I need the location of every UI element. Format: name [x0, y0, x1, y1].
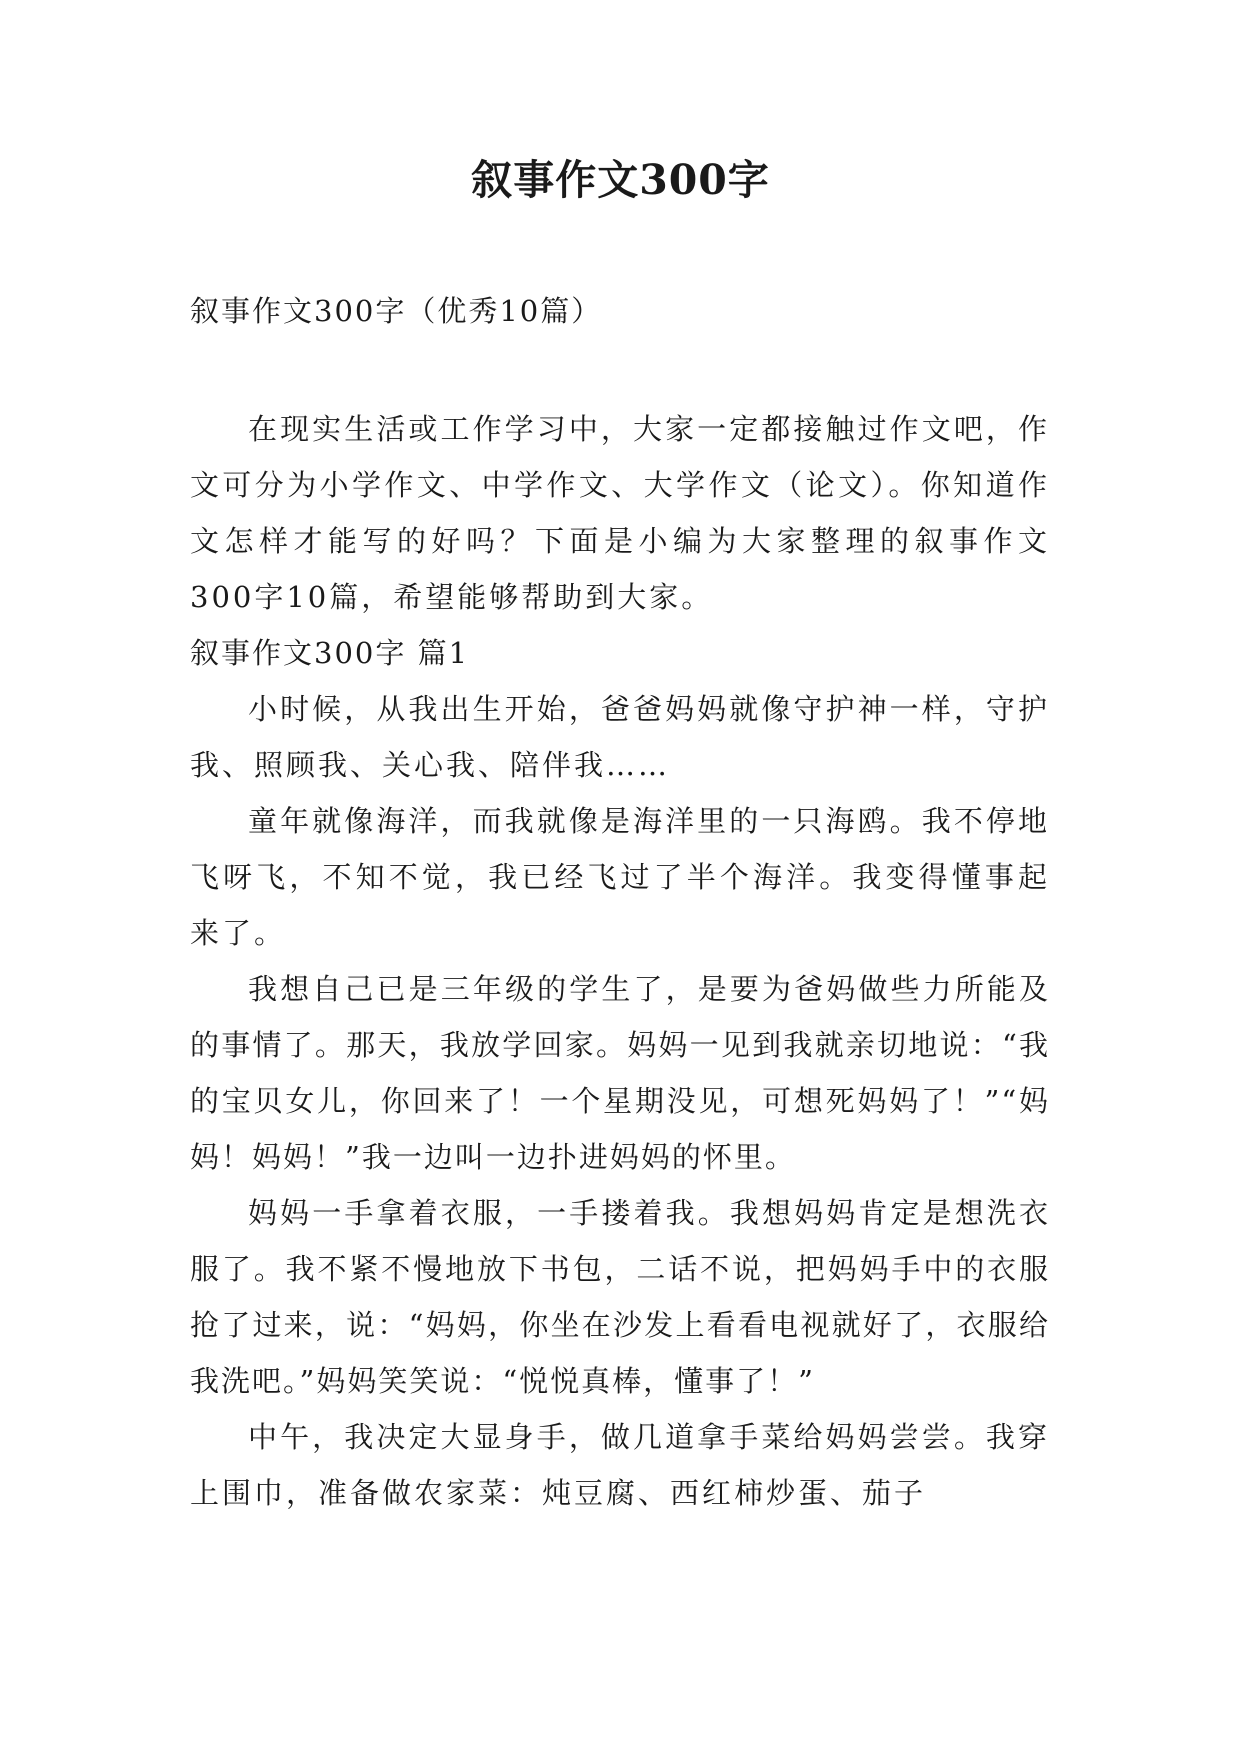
spacer [190, 339, 1050, 401]
body-paragraph: 我想自己已是三年级的学生了，是要为爸妈做些力所能及的事情了。那天，我放学回家。妈妈一见到我就亲切地说：“我的宝贝女儿，你回来了！一个星期没见，可想死妈妈了！”“妈妈！妈妈！”我一边叫一边扑进妈妈的怀里。 [190, 972, 1050, 1174]
section-heading: 叙事作文300字 篇1 [190, 636, 470, 670]
body-paragraph: 妈妈一手拿着衣服，一手搂着我。我想妈妈肯定是想洗衣服了。我不紧不慢地放下书包，二话不说，把妈妈手中的衣服抢了过来，说：“妈妈，你坐在沙发上看看电视就好了，衣服给我洗吧。”妈妈笑笑说：“悦悦真棒，懂事了！” [190, 1196, 1050, 1398]
body-paragraph: 童年就像海洋，而我就像是海洋里的一只海鸥。我不停地飞呀飞，不知不觉，我已经飞过了半个海洋。我变得懂事起来了。 [190, 804, 1050, 950]
document-body [190, 283, 1050, 1521]
intro-paragraph: 在现实生活或工作学习中，大家一定都接触过作文吧，作文可分为小学作文、中学作文、大学作文（论文）。你知道作文怎样才能写的好吗？下面是小编为大家整理的叙事作文300字10篇，希望能够帮助到大家。 [190, 412, 1050, 614]
body-paragraph: 中午，我决定大显身手，做几道拿手菜给妈妈尝尝。我穿上围巾，准备做农家菜：炖豆腐、西红柿炒蛋、茄子 [190, 1420, 1050, 1510]
document-subtitle: 叙事作文300字（优秀10篇） [190, 294, 603, 328]
document-title: 叙事作文300字 [471, 156, 770, 204]
body-paragraph: 小时候，从我出生开始，爸爸妈妈就像守护神一样，守护我、照顾我、关心我、陪伴我…… [190, 692, 1050, 782]
